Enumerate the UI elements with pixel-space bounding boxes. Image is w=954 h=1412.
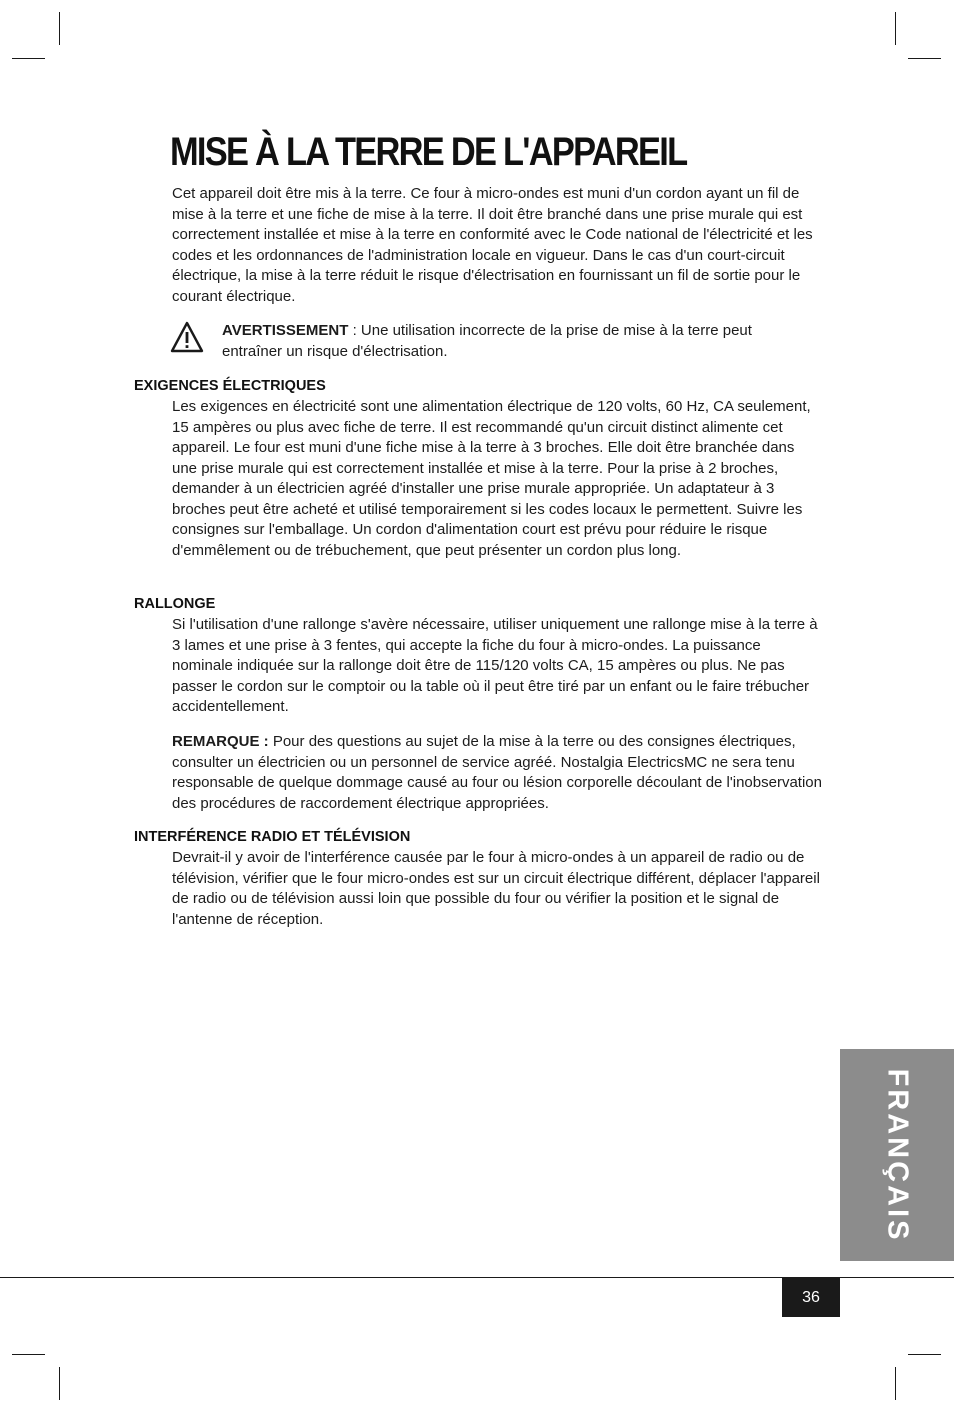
language-tab	[840, 1049, 954, 1261]
crop-mark	[908, 1354, 941, 1355]
page-title: MISE À LA TERRE DE L'APPAREIL	[170, 130, 687, 174]
crop-mark	[59, 1367, 60, 1400]
remark-label: REMARQUE :	[172, 733, 269, 750]
warning-text: : Une utilisation incorrecte de la prise de mise à la terre peut entraîner un risque d'électrisation.	[222, 322, 752, 360]
intro-text: Cet appareil doit être mis à la terre. Ce four à micro-ondes est muni d'un cordon ayant un fil de mise à la terre et une fiche de mise à la terre. Il doit être branché dans une prise murale qui est correctement installée et mise à la terre en conformité avec le Code national de l'électricité et les codes et les ordonnances de l'administration locale en vigueur. Dans le cas d'un court-circuit électrique, la mise à la terre réduit le risque d'électrisation en fournissant un fil de sortie pour le courant électrique.	[172, 185, 813, 305]
crop-mark	[908, 58, 941, 59]
section-body-interference	[172, 848, 822, 930]
section-heading-electrical: EXIGENCES ÉLECTRIQUES	[134, 378, 326, 394]
section-body-electrical	[172, 397, 822, 561]
language-label: FRANÇAIS	[881, 1068, 914, 1242]
crop-mark	[895, 1367, 896, 1400]
crop-mark	[59, 12, 60, 45]
section-text: Devrait-il y avoir de l'interférence causée par le four à micro-ondes à un appareil de radio ou de télévision, vérifier que le four micro-ondes est sur un circuit électrique différent, déplacer l'appareil de radio ou de télévision aussi loin que possible du four ou vérifier la position et le signal de l'antenne de réception.	[172, 849, 820, 928]
crop-mark	[12, 1354, 45, 1355]
warning-label: AVERTISSEMENT	[222, 322, 349, 339]
section-heading-interference: INTERFÉRENCE RADIO ET TÉLÉVISION	[134, 829, 411, 845]
page-number: 36	[782, 1278, 840, 1317]
section-text: Si l'utilisation d'une rallonge s'avère nécessaire, utiliser uniquement une rallonge mise à la terre à 3 lames et une prise à 3 fentes, qui accepte la fiche du four à micro-ondes. La puissance nominale indiquée sur la rallonge doit être de 115/120 volts CA, 15 ampères ou plus. Ne pas passer le cordon sur le comptoir ou la table où il peut être tiré par un enfant ou le faire trébucher accidentellement.	[172, 616, 818, 715]
intro-paragraph	[172, 184, 822, 307]
crop-mark	[895, 12, 896, 45]
remark-note	[172, 732, 822, 814]
crop-mark	[12, 58, 45, 59]
section-heading-extension: RALLONGE	[134, 596, 216, 612]
remark-text: Pour des questions au sujet de la mise à la terre ou des consignes électriques, consulter un électricien ou un personnel de service agréé. Nostalgia ElectricsMC ne sera tenu responsable de quelque dommage causé au four ou lésion corporelle découlant de l'inobservation des procédures de raccordement électrique appropriées.	[172, 733, 822, 812]
section-text: Les exigences en électricité sont une alimentation électrique de 120 volts, 60 Hz, CA seulement, 15 ampères ou plus avec fiche de terre. Il est recommandé qu'un circuit distinct alimente cet appareil. Le four est muni d'une fiche mise à la terre à 3 broches. Elle doit être branchée dans une prise murale qui est correctement installée et mise à la terre. Pour la prise à 2 broches, demander à un électricien agréé d'installer une prise murale appropriée. Un adaptateur à 3 broches peut être acheté et utilisé temporairement si les codes locaux le permettent. Suivre les consignes sur l'emballage. Un cordon d'alimentation court est prévu pour réduire le risque d'emmêlement ou de trébuchement, que peut présenter un cordon plus long.	[172, 398, 811, 559]
section-body-extension	[172, 615, 822, 718]
warning-triangle-icon	[170, 320, 204, 354]
warning-note	[222, 321, 812, 362]
